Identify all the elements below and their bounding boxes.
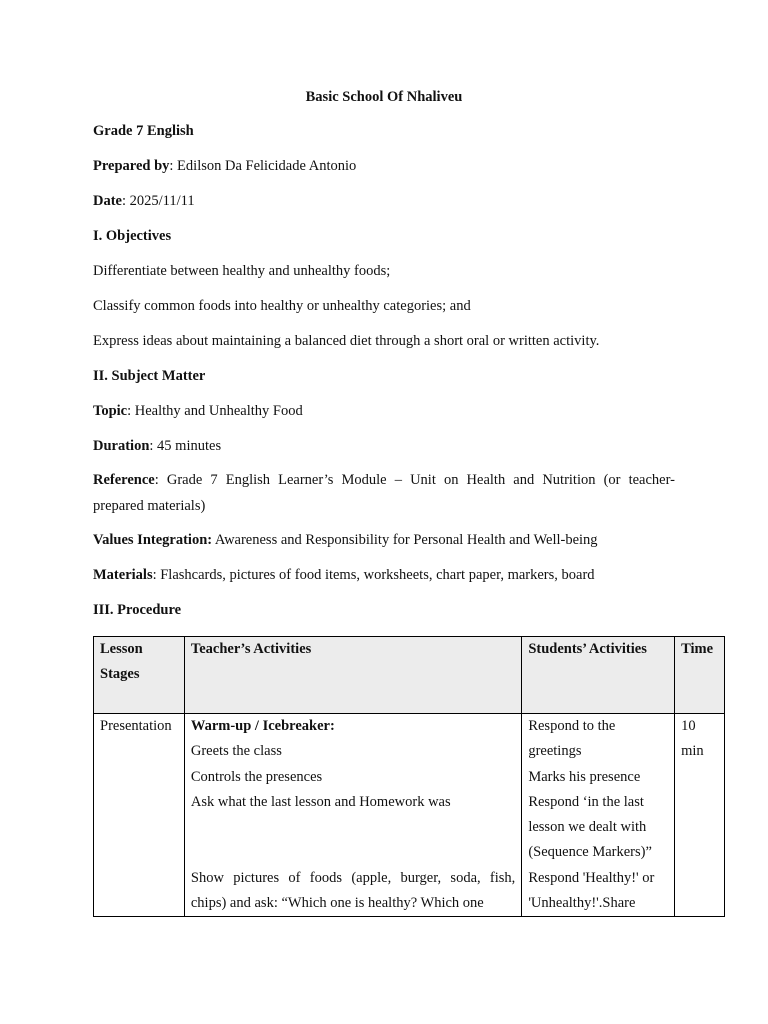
- duration-line: Duration: 45 minutes: [93, 438, 222, 454]
- topic-line: Topic: Healthy and Unhealthy Food: [93, 403, 303, 419]
- header-time: Time: [675, 637, 725, 714]
- procedure-table: [93, 636, 725, 917]
- student-activity: Respond 'Healthy!' or: [528, 869, 655, 886]
- student-activity: Respond ‘in the last: [528, 793, 644, 810]
- objective-item: Express ideas about maintaining a balanced diet through a short oral or written activity.: [93, 333, 600, 349]
- reference-line: Reference: Grade 7 English Learner’s Module – Unit on Health and Nutrition (or teacher-: [93, 472, 675, 488]
- subject-matter-heading: II. Subject Matter: [93, 368, 206, 384]
- reference-line-cont: prepared materials): [93, 498, 206, 514]
- values-integration-line: Values Integration: Awareness and Responsibility for Personal Health and Well-being: [93, 532, 598, 548]
- student-activity: lesson we dealt with: [528, 819, 647, 836]
- student-activity: Marks his presence: [528, 768, 641, 785]
- teacher-activity-title: Warm-up / Icebreaker:: [190, 718, 335, 734]
- student-activity: Respond to the: [528, 718, 616, 734]
- cell-students-activities: [522, 714, 675, 917]
- cell-stage: Presentation: [94, 714, 185, 917]
- school-title: Basic School Of Nhaliveu: [305, 89, 463, 105]
- header-lesson-stages: Lesson Stages: [94, 637, 185, 714]
- student-activity: (Sequence Markers)”: [528, 844, 652, 861]
- objective-item: Differentiate between healthy and unhealthy foods;: [93, 263, 391, 279]
- teacher-activity: Show pictures of foods (apple, burger, soda, fish,: [190, 869, 516, 886]
- teacher-activity: Ask what the last lesson and Homework was: [190, 793, 451, 810]
- materials-line: Materials: Flashcards, pictures of food items, worksheets, chart paper, markers, board: [93, 567, 595, 583]
- grade-heading: Grade 7 English: [93, 123, 194, 139]
- procedure-heading: III. Procedure: [93, 602, 182, 618]
- teacher-activity: Controls the presences: [190, 768, 323, 785]
- student-activity: 'Unhealthy!'.Share: [528, 895, 636, 912]
- table-row: [94, 714, 725, 917]
- header-teacher-activities: Teacher’s Activities: [184, 637, 521, 714]
- header-students-activities: Students’ Activities: [522, 637, 675, 714]
- teacher-activity: Greets the class: [190, 743, 282, 760]
- cell-time: 10 min: [675, 714, 725, 917]
- date-line: Date: 2025/11/11: [93, 193, 195, 209]
- teacher-activity: chips) and ask: “Which one is healthy? Which one: [190, 895, 484, 912]
- objectives-heading: I. Objectives: [93, 228, 172, 244]
- cell-teacher-activities: [184, 714, 521, 917]
- table-header-row: [94, 637, 725, 714]
- prepared-by-line: Prepared by: Edilson Da Felicidade Antonio: [93, 158, 357, 174]
- student-activity: greetings: [528, 743, 582, 760]
- objective-item: Classify common foods into healthy or unhealthy categories; and: [93, 298, 471, 314]
